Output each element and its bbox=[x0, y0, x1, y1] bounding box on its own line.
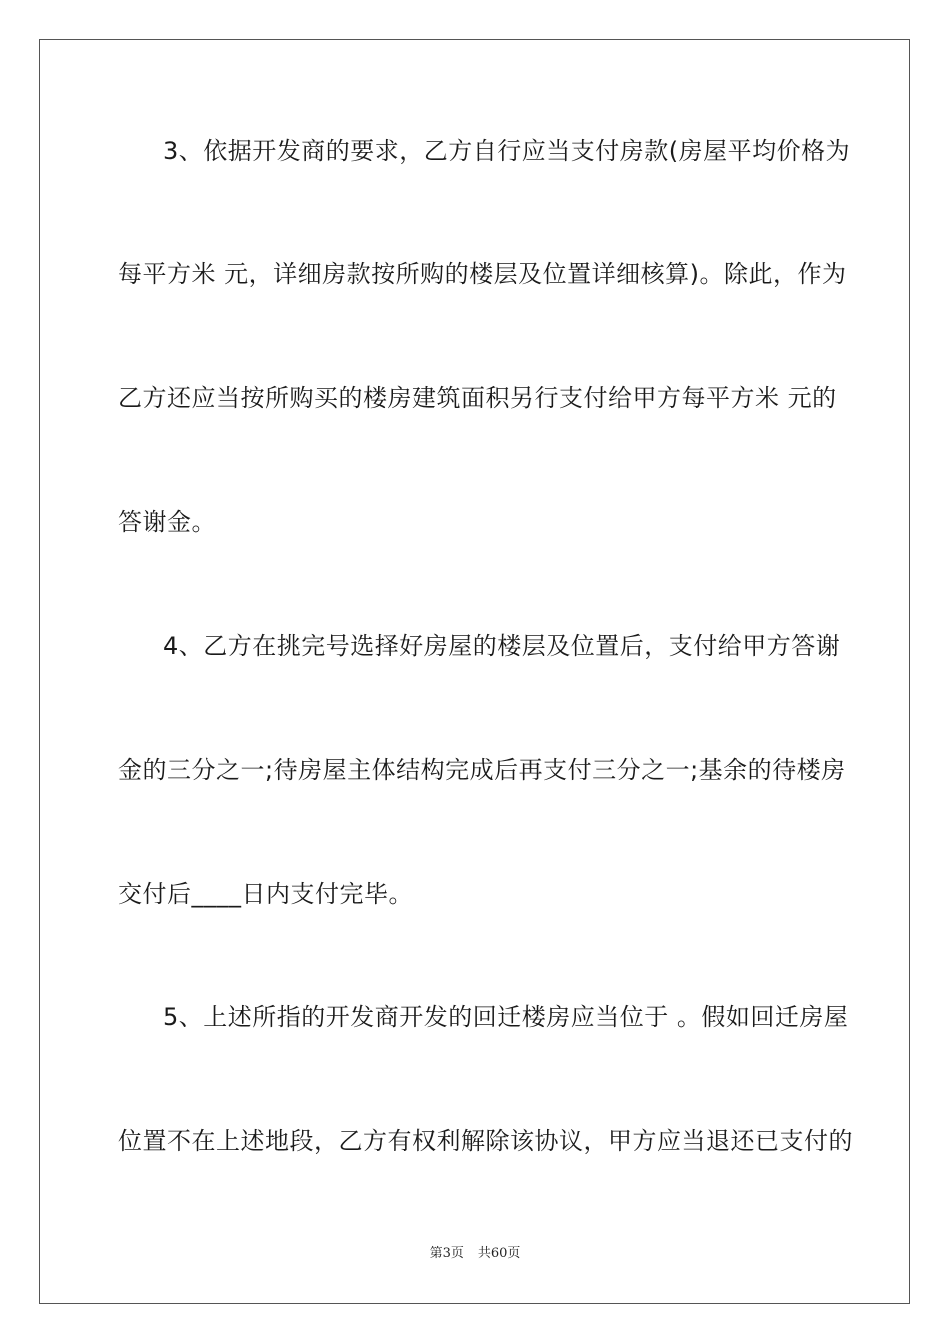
page-total: 共60页 bbox=[477, 1246, 521, 1261]
paragraph-5-line-2: 位置不在上述地段，乙方有权利解除该协议，甲方应当退还已支付的 bbox=[118, 1127, 853, 1155]
page-number: 第3页 bbox=[429, 1246, 464, 1261]
paragraph-4-line-1: 4、乙方在挑完号选择好房屋的楼层及位置后，支付给甲方答谢 bbox=[163, 632, 841, 660]
page-border bbox=[39, 39, 910, 1304]
paragraph-5-line-1: 5、上述所指的开发商开发的回迁楼房应当位于 。假如回迁房屋 bbox=[163, 1003, 849, 1031]
paragraph-4-line-2: 金的三分之一;待房屋主体结构完成后再支付三分之一;基余的待楼房 bbox=[118, 756, 846, 784]
paragraph-3-line-1: 3、依据开发商的要求，乙方自行应当支付房款(房屋平均价格为 bbox=[163, 137, 851, 165]
page-footer bbox=[0, 1246, 950, 1262]
paragraph-3-line-4: 答谢金。 bbox=[118, 508, 216, 536]
paragraph-3-line-3: 乙方还应当按所购买的楼房建筑面积另行支付给甲方每平方米 元的 bbox=[118, 384, 837, 412]
paragraph-4-line-3: 交付后____日内支付完毕。 bbox=[118, 880, 413, 908]
paragraph-3-line-2: 每平方米 元，详细房款按所购的楼层及位置详细核算)。除此，作为 bbox=[118, 260, 847, 288]
